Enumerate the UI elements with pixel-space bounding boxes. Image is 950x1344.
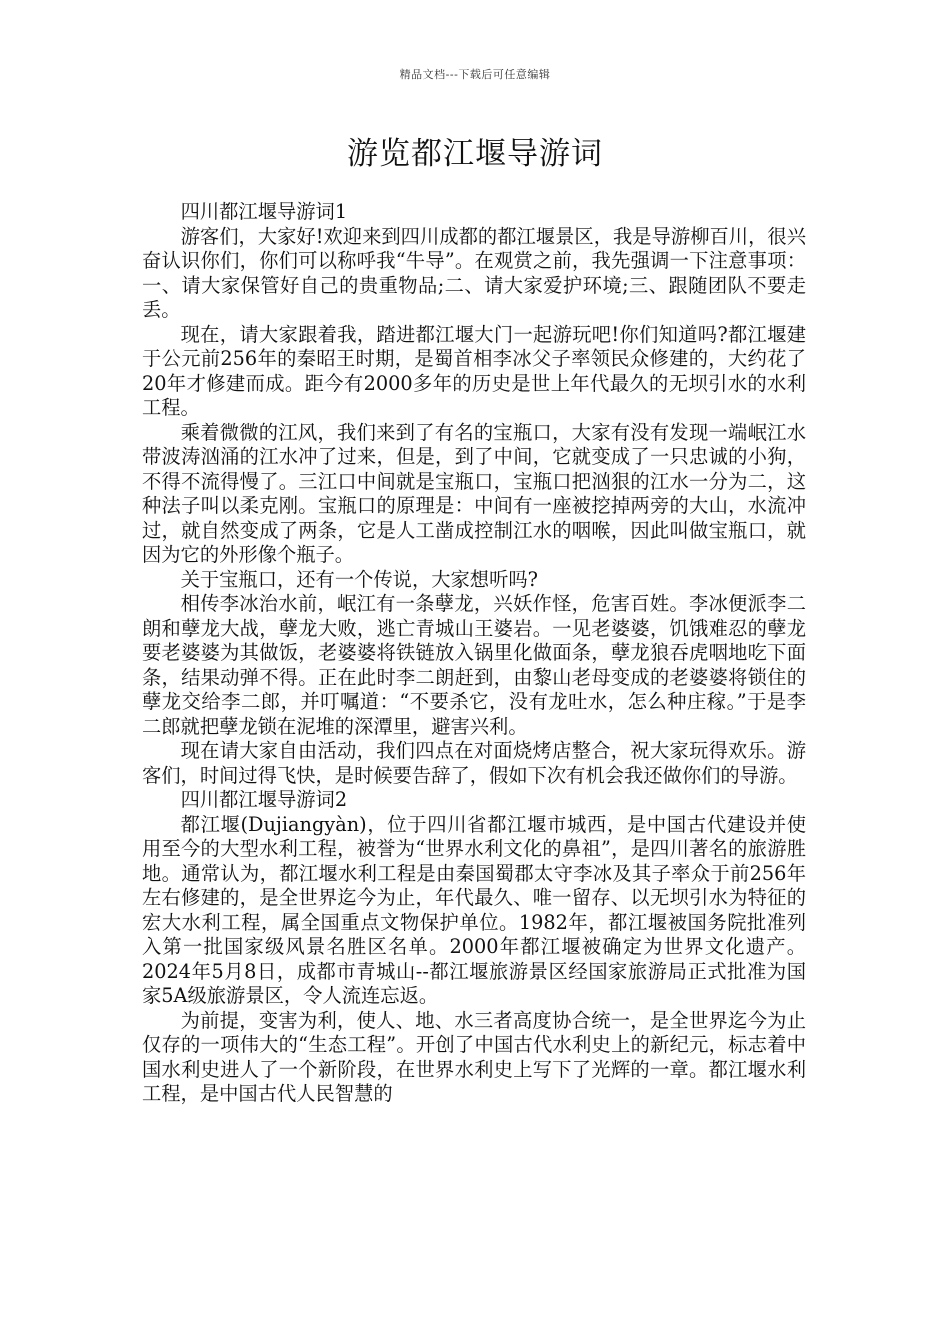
document-title: 游览都江堰导游词 (347, 136, 603, 172)
subheading-part-1: 四川都江堰导游词1 (180, 200, 348, 223)
header-note: 精品文档---下载后可任意编辑 (399, 68, 551, 81)
paragraph: 现在，请大家跟着我，踏进都江堰大门一起游玩吧!你们知道吗?都江堰建于公元前256年的秦昭王时期，是蜀首相李冰父子率领民众修建的，大约花了20年才修建而成。距今有2000多年的历史是世上年代最久的无坝引水的水利工程。 (142, 322, 806, 419)
paragraph: 关于宝瓶口，还有一个传说，大家想听吗? (180, 567, 538, 591)
paragraph: 现在请大家自由活动，我们四点在对面烧烤店整合，祝大家玩得欢乐。游客们，时间过得飞快，是时候要告辞了，假如下次有机会我还做你们的导游。 (142, 739, 806, 787)
paragraph: 都江堰(Dujiangyàn)，位于四川省都江堰市城西，是中国古代建设并使用至今的大型水利工程，被誉为“世界水利文化的鼻祖”，是四川著名的旅游胜地。通常认为，都江堰水利工程是由秦国蜀郡太守李冰及其子率众于前256年左右修建的，是全世界迄今为止，年代最久、唯一留存、以无坝引水为特征的宏大水利工程，属全国重点文物保护单位。1982年，都江堰被国务院批准列入第一批国家级风景名胜区名单。2000年都江堰被确定为世界文化遗产。2024年5月8日，成都市青城山--都江堰旅游景区经国家旅游局正式批准为国家5A级旅游景区，令人流连忘返。 (142, 812, 806, 1007)
document-body (142, 200, 806, 1107)
paragraph: 游客们，大家好!欢迎来到四川成都的都江堰景区，我是导游柳百川，很兴奋认识你们，你们可以称呼我“牛导”。在观赏之前，我先强调一下注意事项：一、请大家保管好自己的贵重物品;二、请大家爱护环境;三、跟随团队不要走丢。 (142, 224, 806, 321)
paragraph: 乘着微微的江风，我们来到了有名的宝瓶口，大家有没有发现一端岷江水带波涛汹涌的江水冲了过来，但是，到了中间，它就变成了一只忠诚的小狗，不得不流得慢了。三江口中间就是宝瓶口，宝瓶口把汹狠的江水一分为二，这种法子叫以柔克刚。宝瓶口的原理是：中间有一座被挖掉两旁的大山，水流冲过，就自然变成了两条，它是人工凿成控制江水的咽喉，因此叫做宝瓶口，就因为它的外形像个瓶子。 (142, 420, 806, 566)
paragraph: 为前提，变害为利，使人、地、水三者高度协合统一，是全世界迄今为止仅存的一项伟大的“生态工程”。开创了中国古代水利史上的新纪元，标志着中国水利史进人了一个新阶段，在世界水利史上写下了光辉的一章。都江堰水利工程，是中国古代人民智慧的 (142, 1008, 806, 1105)
paragraph: 相传李冰治水前，岷江有一条孽龙，兴妖作怪，危害百姓。李冰便派李二朗和孽龙大战，孽龙大败，逃亡青城山王婆岩。一见老婆婆，饥饿难忍的孽龙要老婆婆为其做饭，老婆婆将铁链放入锅里化做面条，孽龙狼吞虎咽地吃下面条，结果动弹不得。正在此时李二朗赶到，由黎山老母变成的老婆婆将锁住的孽龙交给李二郎，并叮嘱道：“不要杀它，没有龙吐水，怎么种庄稼。”于是李二郎就把孽龙锁在泥堆的深潭里，避害兴利。 (142, 592, 806, 738)
subheading-part-2: 四川都江堰导游词2 (180, 788, 348, 811)
